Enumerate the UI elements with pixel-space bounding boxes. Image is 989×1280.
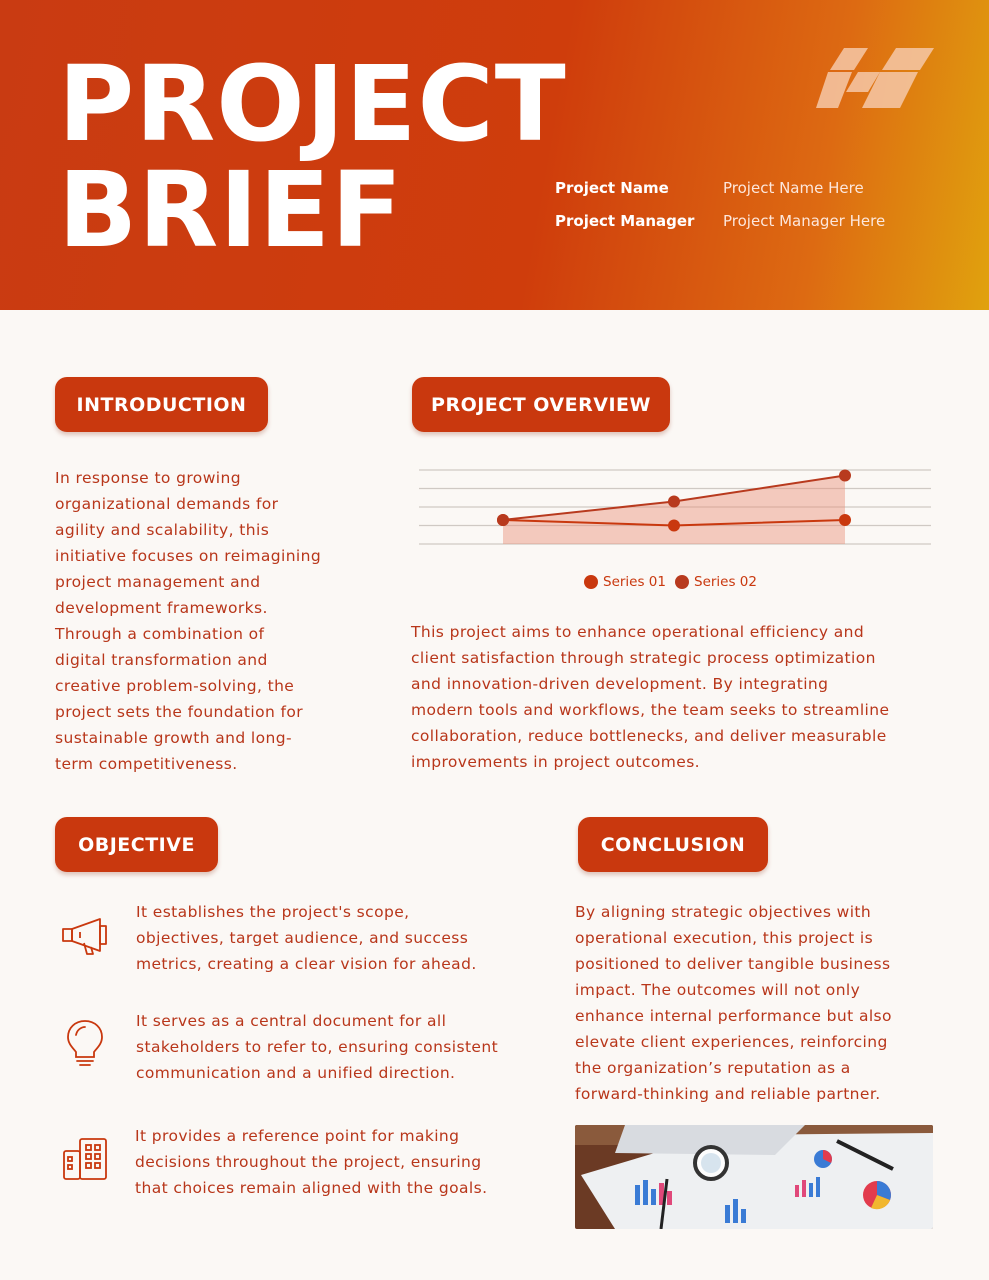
buildings-icon — [60, 1135, 110, 1185]
text-line: and innovation-driven development. By integrating — [411, 675, 829, 693]
desk-charts-photo — [575, 1125, 933, 1229]
text-line: It provides a reference point for making — [135, 1127, 460, 1145]
text-line: communication and a unified direction. — [136, 1064, 456, 1082]
text-line: Through a combination of — [55, 625, 265, 643]
text-line: collaboration, reduce bottlenecks, and deliver measurable — [411, 727, 887, 745]
megaphone-icon — [60, 912, 110, 962]
lightbulb-icon — [60, 1017, 110, 1067]
project-name-value: Project Name Here — [723, 179, 864, 197]
brand-logo-icon — [814, 46, 938, 112]
text-line: sustainable growth and long- — [55, 729, 292, 747]
objective-heading: OBJECTIVE — [55, 817, 218, 872]
legend-series-01 — [584, 574, 666, 590]
text-line: decisions throughout the project, ensuring — [135, 1153, 482, 1171]
text-line: organizational demands for — [55, 495, 279, 513]
text-line: metrics, creating a clear vision for ahead. — [136, 955, 477, 973]
text-line: client satisfaction through strategic process optimization — [411, 649, 876, 667]
legend-marker — [675, 575, 689, 589]
text-line: development frameworks. — [55, 599, 268, 617]
text-line: modern tools and workflows, the team seeks to streamline — [411, 701, 890, 719]
data-point — [668, 520, 680, 532]
legend-label: Series 02 — [694, 574, 757, 590]
objective-item-3 — [135, 1123, 545, 1201]
legend-series-02 — [675, 574, 757, 590]
text-line: digital transformation and — [55, 651, 268, 669]
text-line: that choices remain aligned with the goals. — [135, 1179, 488, 1197]
overview-line-chart — [411, 460, 935, 605]
data-point — [839, 514, 851, 526]
introduction-text — [55, 465, 365, 777]
text-line: It serves as a central document for all — [136, 1012, 447, 1030]
text-line: In response to growing — [55, 469, 241, 487]
header-banner — [0, 0, 989, 310]
data-point — [839, 470, 851, 482]
project-manager-value: Project Manager Here — [723, 212, 886, 230]
overview-text — [411, 619, 941, 775]
text-line: objectives, target audience, and success — [136, 929, 469, 947]
text-line: initiative focuses on reimagining — [55, 547, 322, 565]
text-line: creative problem-solving, the — [55, 677, 295, 695]
text-line: term competitiveness. — [55, 755, 238, 773]
series-02-area — [503, 476, 845, 544]
introduction-heading: INTRODUCTION — [55, 377, 268, 432]
chart-area — [503, 476, 845, 544]
legend-marker — [584, 575, 598, 589]
text-line: the organization’s reputation as a — [575, 1059, 851, 1077]
text-line: impact. The outcomes will not only — [575, 981, 861, 999]
data-point — [668, 495, 680, 507]
title-line-2: BRIEF — [58, 149, 404, 271]
text-line: elevate client experiences, reinforcing — [575, 1033, 888, 1051]
title-line-1: PROJECT — [58, 43, 567, 165]
text-line: project management and — [55, 573, 261, 591]
text-line: By aligning strategic objectives with — [575, 903, 872, 921]
objective-item-1 — [136, 899, 546, 977]
text-line: improvements in project outcomes. — [411, 753, 701, 771]
text-line: This project aims to enhance operational efficiency and — [411, 623, 865, 641]
project-name-label: Project Name — [555, 179, 669, 197]
text-line: stakeholders to refer to, ensuring consistent — [136, 1038, 499, 1056]
conclusion-heading: CONCLUSION — [578, 817, 768, 872]
text-line: agility and scalability, this — [55, 521, 270, 539]
project-manager-label: Project Manager — [555, 212, 695, 230]
text-line: enhance internal performance but also — [575, 1007, 892, 1025]
data-point — [497, 514, 509, 526]
text-line: positioned to deliver tangible business — [575, 955, 891, 973]
project-overview-heading: PROJECT OVERVIEW — [412, 377, 670, 432]
conclusion-text — [575, 899, 945, 1107]
text-line: It establishes the project's scope, — [136, 903, 410, 921]
text-line: forward-thinking and reliable partner. — [575, 1085, 881, 1103]
text-line: project sets the foundation for — [55, 703, 304, 721]
legend-label: Series 01 — [603, 574, 666, 590]
text-line: operational execution, this project is — [575, 929, 874, 947]
objective-item-2 — [136, 1008, 546, 1086]
